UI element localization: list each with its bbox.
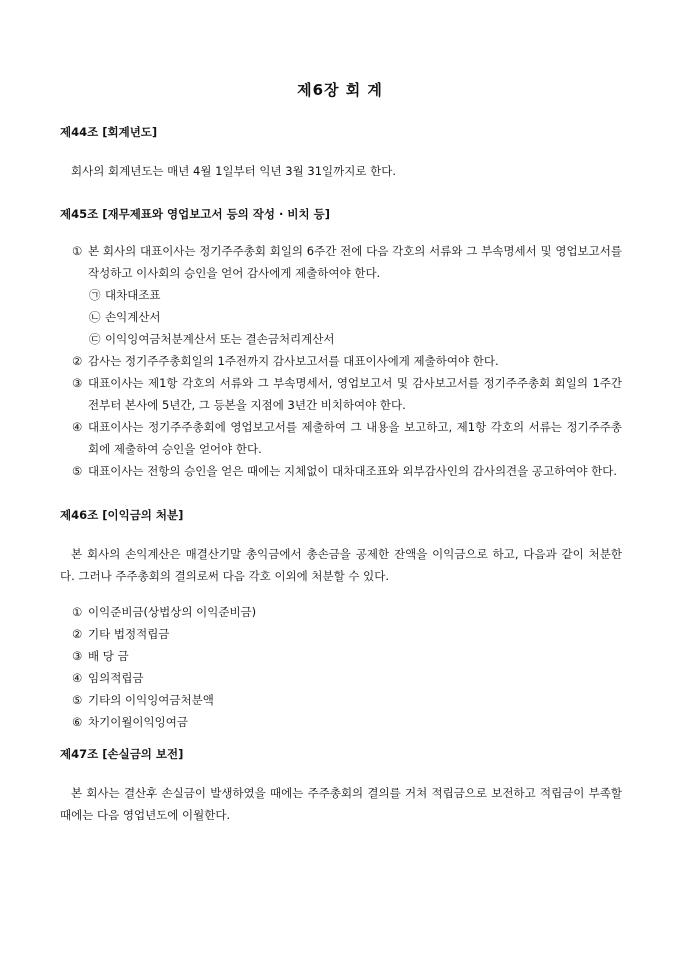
- item-number: ①: [72, 244, 83, 258]
- article-45-heading: 제45조 [재무제표와 영업보고서 등의 작성 · 비치 등]: [60, 207, 330, 221]
- article-45-item-1: [72, 240, 622, 284]
- subitem-mark: ㉠: [89, 288, 101, 302]
- item-text: 배 당 금: [88, 649, 129, 663]
- item-text: 기타의 이익잉여금처분액: [88, 693, 214, 707]
- article-45-item-4: [72, 416, 622, 460]
- article-45-item-2: [72, 350, 622, 372]
- article-46-item-3: [72, 645, 129, 667]
- item-number: ④: [72, 671, 83, 685]
- item-number: ③: [72, 649, 83, 663]
- chapter-title: 제6장 회 계: [297, 81, 383, 99]
- subitem-text: 손익계산서: [105, 310, 161, 324]
- subitem-mark: ㉢: [89, 332, 101, 346]
- item-number: ⑥: [72, 715, 83, 729]
- article-47-heading: 제47조 [손실금의 보전]: [60, 747, 184, 761]
- item-text: 이익준비금(상법상의 이익준비금): [88, 605, 257, 619]
- article-45-subitem-3: [89, 328, 335, 350]
- article-46-heading: 제46조 [이익금의 처분]: [60, 508, 184, 522]
- item-number: ⑤: [72, 693, 83, 707]
- item-number: ③: [72, 376, 83, 390]
- item-number: ⑤: [72, 464, 83, 478]
- article-46-item-1: [72, 601, 256, 623]
- item-text: 본 회사의 대표이사는 정기주주총회 회일의 6주간 전에 다음 각호의 서류와 그 부속명세서 및 영업보고서를 작성하고 이사회의 승인을 얻어 감사에게 제출하여야 한다.: [88, 244, 622, 280]
- item-text: 대표이사는 전항의 승인을 얻은 때에는 지체없이 대차대조표와 외부감사인의 감사의견을 공고하여야 한다.: [88, 464, 618, 478]
- item-text: 대표이사는 제1항 각호의 서류와 그 부속명세서, 영업보고서 및 감사보고서를 정기주주총회 회일의 1주간 전부터 본사에 5년간, 그 등본을 지점에 3년간 비치하여야 한다.: [88, 376, 622, 412]
- article-45-subitem-2: [89, 306, 161, 328]
- item-text: 대표이사는 정기주주총회에 영업보고서를 제출하여 그 내용을 보고하고, 제1항 각호의 서류는 정기주주총회에 제출하여 승인을 얻어야 한다.: [88, 420, 622, 456]
- article-44-heading: 제44조 [회계년도]: [60, 125, 158, 139]
- article-46-item-6: [72, 711, 188, 733]
- article-47-body: 본 회사는 결산후 손실금이 발생하였을 때에는 주주총회의 결의를 거쳐 적립금으로 보전하고 적립금이 부족할 때에는 다음 영업년도에 이월한다.: [60, 786, 622, 822]
- article-45-item-3: [72, 372, 622, 416]
- item-number: ④: [72, 420, 83, 434]
- item-number: ②: [72, 627, 83, 641]
- subitem-text: 이익잉여금처분계산서 또는 결손금처리계산서: [105, 332, 335, 346]
- subitem-text: 대차대조표: [105, 288, 161, 302]
- article-46-item-4: [72, 667, 144, 689]
- article-46-item-5: [72, 689, 214, 711]
- item-text: 감사는 정기주주총회일의 1주전까지 감사보고서를 대표이사에게 제출하여야 한다.: [88, 354, 499, 368]
- subitem-mark: ㉡: [89, 310, 101, 324]
- article-46-body: 본 회사의 손익계산은 매결산기말 총익금에서 총손금을 공제한 잔액을 이익금으로 하고, 다음과 같이 처분한다. 그러나 주주총회의 결의로써 다음 각호 이외에 처분할 수 있다.: [60, 547, 622, 583]
- article-46-item-2: [72, 623, 169, 645]
- item-number: ②: [72, 354, 83, 368]
- article-45-item-5: [72, 460, 622, 482]
- item-text: 차기이월이익잉여금: [88, 715, 188, 729]
- item-text: 임의적립금: [88, 671, 144, 685]
- article-44-body: 회사의 회계년도는 매년 4월 1일부터 익년 3월 31일까지로 한다.: [71, 164, 396, 178]
- article-45-subitem-1: [89, 284, 161, 306]
- item-number: ①: [72, 605, 83, 619]
- item-text: 기타 법정적립금: [88, 627, 170, 641]
